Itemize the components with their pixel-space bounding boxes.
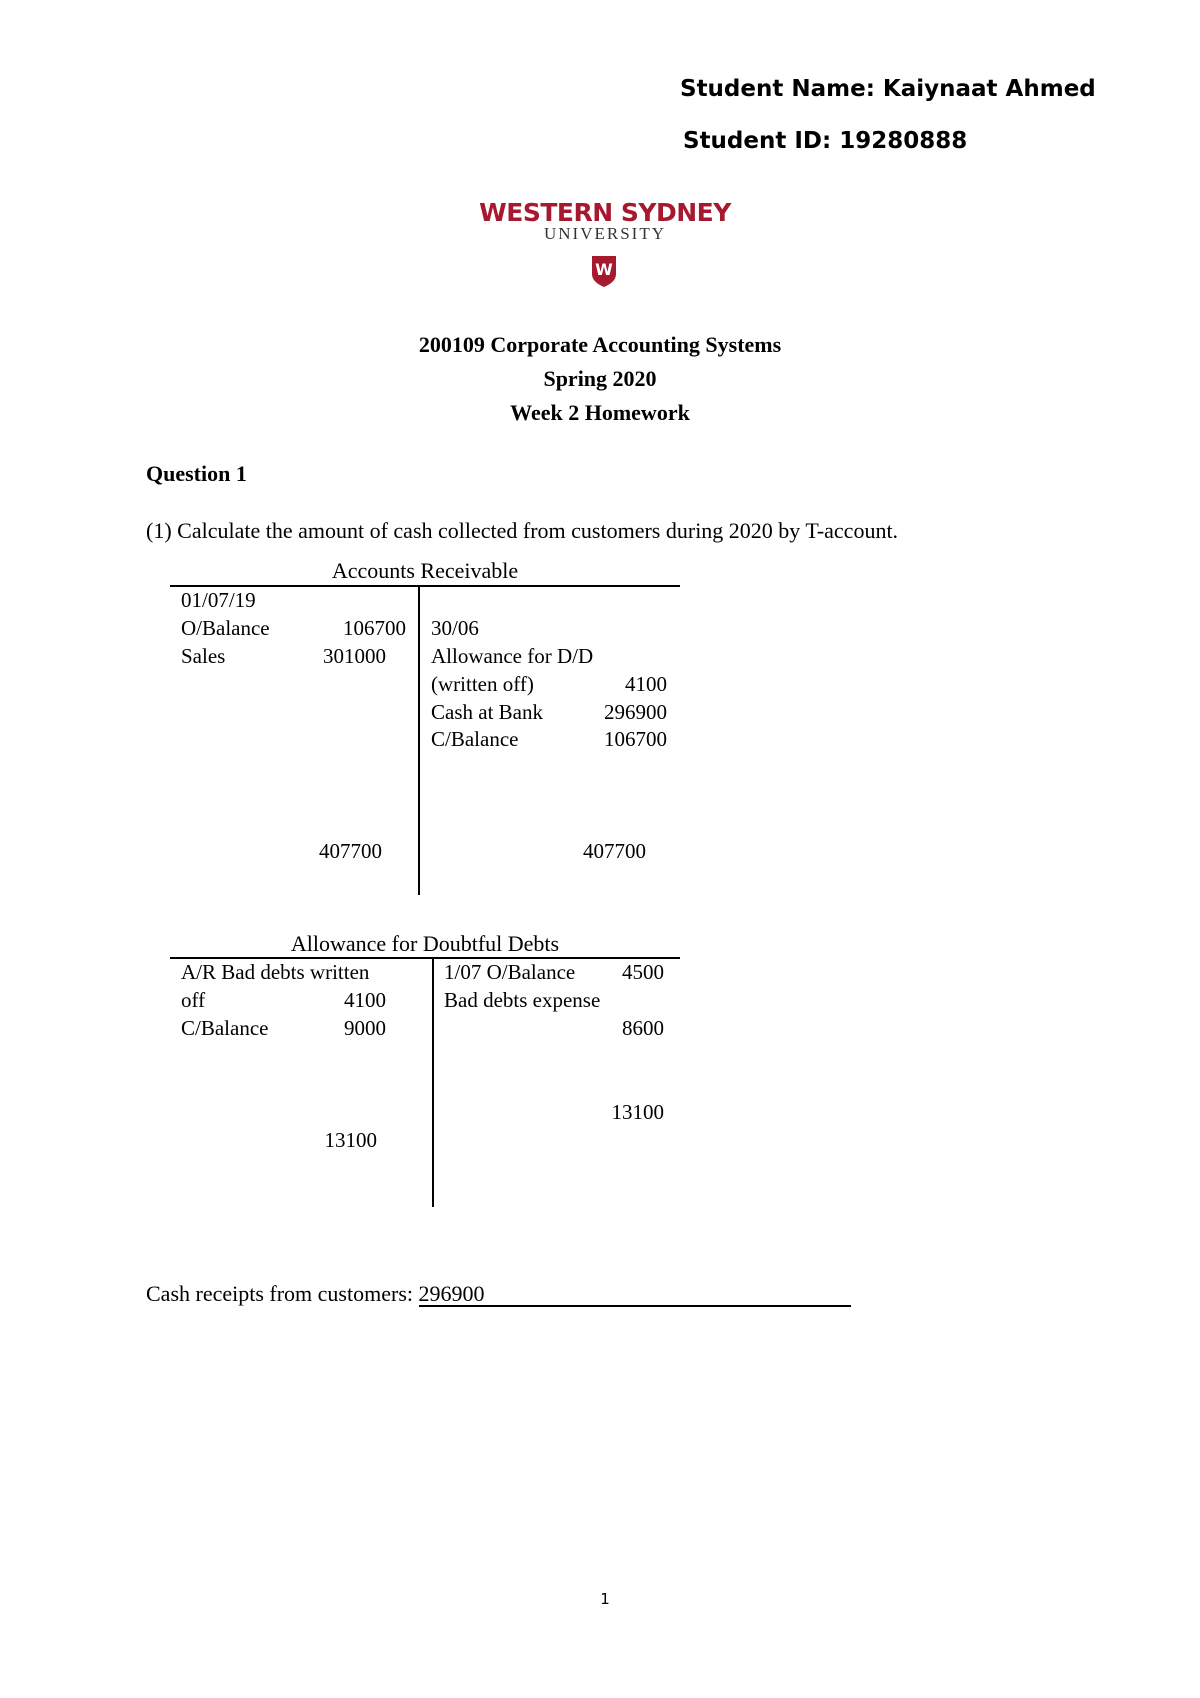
ar-debit-date: 01/07/19 xyxy=(181,588,256,612)
course-title: 200109 Corporate Accounting Systems xyxy=(418,332,782,357)
add-credit-total: 13100 xyxy=(611,1100,664,1124)
student-id: Student ID: 19280888 xyxy=(683,128,968,154)
add-account-title: Allowance for Doubtful Debts xyxy=(290,931,560,956)
add-center-rule xyxy=(432,957,434,1207)
ar-credit-label: (written off) xyxy=(431,672,534,696)
add-debit-amount: 9000 xyxy=(344,1016,386,1040)
add-credit-label: 1/07 O/Balance xyxy=(444,960,576,984)
ar-credit-date: 30/06 xyxy=(431,616,479,640)
add-credit-amount: 4500 xyxy=(622,960,664,984)
ar-credit-label: Cash at Bank xyxy=(431,700,543,724)
ar-debit-total: 407700 xyxy=(319,839,382,863)
answer-value: 296900 xyxy=(419,1283,851,1307)
logo-subtitle: UNIVERSITY xyxy=(544,224,666,243)
add-debit-label: C/Balance xyxy=(181,1016,269,1040)
ar-credit-total: 407700 xyxy=(583,839,646,863)
student-name: Student Name: Kaiynaat Ahmed xyxy=(680,76,1096,102)
term-title: Spring 2020 xyxy=(543,366,657,391)
page-number: 1 xyxy=(600,1590,610,1608)
answer-line xyxy=(146,1281,851,1307)
logo-shield-icon xyxy=(590,254,618,288)
add-top-rule xyxy=(170,957,680,959)
add-debit-label: off xyxy=(181,988,206,1012)
ar-debit-label: Sales xyxy=(181,644,226,668)
ar-account-title: Accounts Receivable xyxy=(331,558,519,583)
question-heading: Question 1 xyxy=(146,461,247,486)
add-credit-amount: 8600 xyxy=(622,1016,664,1040)
question-prompt: (1) Calculate the amount of cash collected from customers during 2020 by T-account. xyxy=(146,518,899,543)
answer-label: Cash receipts from customers: xyxy=(146,1281,413,1306)
assignment-title: Week 2 Homework xyxy=(510,400,690,425)
add-debit-label: A/R Bad debts written xyxy=(181,960,370,984)
add-credit-label: Bad debts expense xyxy=(444,988,601,1012)
ar-credit-amount: 4100 xyxy=(625,672,667,696)
add-debit-amount: 4100 xyxy=(344,988,386,1012)
ar-center-rule xyxy=(418,585,420,895)
ar-credit-label: C/Balance xyxy=(431,727,519,751)
add-debit-total: 13100 xyxy=(324,1128,377,1152)
ar-debit-amount: 301000 xyxy=(323,644,386,668)
ar-credit-amount: 106700 xyxy=(604,727,667,751)
logo-wordmark: WESTERN SYDNEY xyxy=(479,198,731,227)
ar-debit-label: O/Balance xyxy=(181,616,270,640)
logo-shield-letter: W xyxy=(595,260,613,279)
ar-debit-amount: 106700 xyxy=(343,616,406,640)
ar-credit-amount: 296900 xyxy=(604,700,667,724)
ar-credit-label: Allowance for D/D xyxy=(431,644,594,668)
ar-top-rule xyxy=(170,585,680,587)
